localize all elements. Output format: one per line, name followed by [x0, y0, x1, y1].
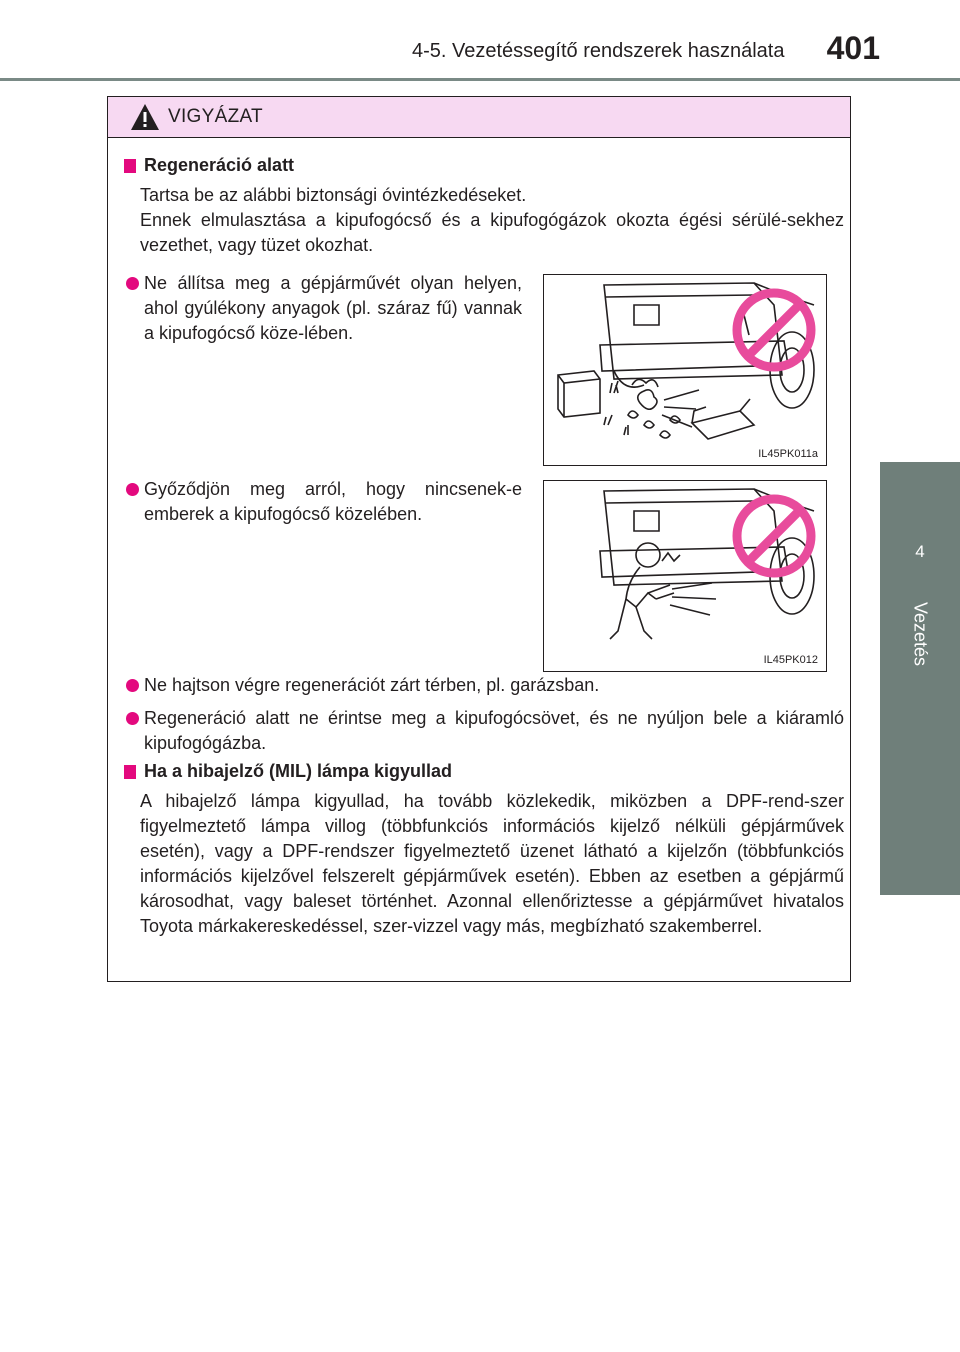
- truck-exhaust-flammable-drawing: [544, 275, 827, 466]
- intro-paragraph-line1: Tartsa be az alábbi biztonsági óvintézkedéseket.: [140, 185, 527, 205]
- circle-bullet-icon: [126, 483, 139, 496]
- intro-paragraph-line2: Ennek elmulasztása a kipufogócső és a kipufogógázok okozta égési sérülé-sekhez vezethet, vagy tüzet okozhat.: [140, 210, 844, 255]
- bullet-text: Regeneráció alatt ne érintse meg a kipufogócsövet, és ne nyúljon bele a kiáramló kipufogógázba.: [144, 708, 844, 753]
- section-title: 4-5. Vezetéssegítő rendszerek használata: [412, 40, 785, 62]
- section-heading-mil-lamp: [124, 761, 452, 782]
- bullet-text: Ne állítsa meg a gépjárművét olyan helyen, ahol gyúlékony anyagok (pl. száraz fű) vannak a kipufogócső köze-lében.: [144, 273, 522, 343]
- bullet-item: [126, 477, 526, 537]
- bullet-item: [126, 673, 846, 701]
- circle-bullet-icon: [126, 712, 139, 725]
- caution-title: VIGYÁZAT: [168, 106, 263, 127]
- section-heading-regeneration: [124, 155, 294, 176]
- illustration-code: IL45PK011a: [758, 448, 818, 460]
- square-bullet-icon: [124, 159, 136, 173]
- header-divider: [0, 78, 960, 81]
- bullet-item: [126, 706, 846, 758]
- illustration-code: IL45PK012: [763, 654, 818, 666]
- section-heading-text: Ha a hibajelző (MIL) lámpa kigyullad: [144, 761, 453, 781]
- chapter-side-tab: [880, 462, 960, 895]
- circle-bullet-icon: [126, 277, 139, 290]
- bullet-text: Győződjön meg arról, hogy nincsenek-e emberek a kipufogócső közelében.: [144, 479, 522, 524]
- square-bullet-icon: [124, 765, 136, 779]
- bullet-item: [126, 271, 526, 371]
- warning-triangle-icon: [130, 103, 160, 131]
- caution-header: [108, 97, 850, 138]
- bullet-text: Ne hajtson végre regenerációt zárt térben, pl. garázsban.: [144, 675, 600, 695]
- illustration-flammable-material: [543, 274, 827, 466]
- truck-exhaust-person-drawing: [544, 481, 827, 672]
- circle-bullet-icon: [126, 679, 139, 692]
- section-heading-text: Regeneráció alatt: [144, 155, 295, 175]
- caution-box: [107, 96, 851, 982]
- mil-lamp-paragraph: A hibajelző lámpa kigyullad, ha tovább közlekedik, miközben a DPF-rend-szer figyelmeztető lámpa villog (többfunkciós információs kijelző nélküli gépjárművek esetén), vagy a DPF-rendszer figyelmeztető üzenet látható a kijelzőn (többfunkciós információs kijelzővel felszerelt gépjárművek esetén). Ebben az esetben a gépjármű károsodhat, vagy baleset történhet. Azonnal ellenőriztesse a gépjárművet hivatalos Toyota márkakereskedéssel, szer-vizzel vagy más, megbízható szakemberrel.: [140, 791, 844, 936]
- chapter-label: Vezetés: [910, 602, 931, 667]
- illustration-person-near-exhaust: [543, 480, 827, 672]
- page-number: 401: [826, 30, 880, 66]
- chapter-number: 4: [915, 542, 925, 561]
